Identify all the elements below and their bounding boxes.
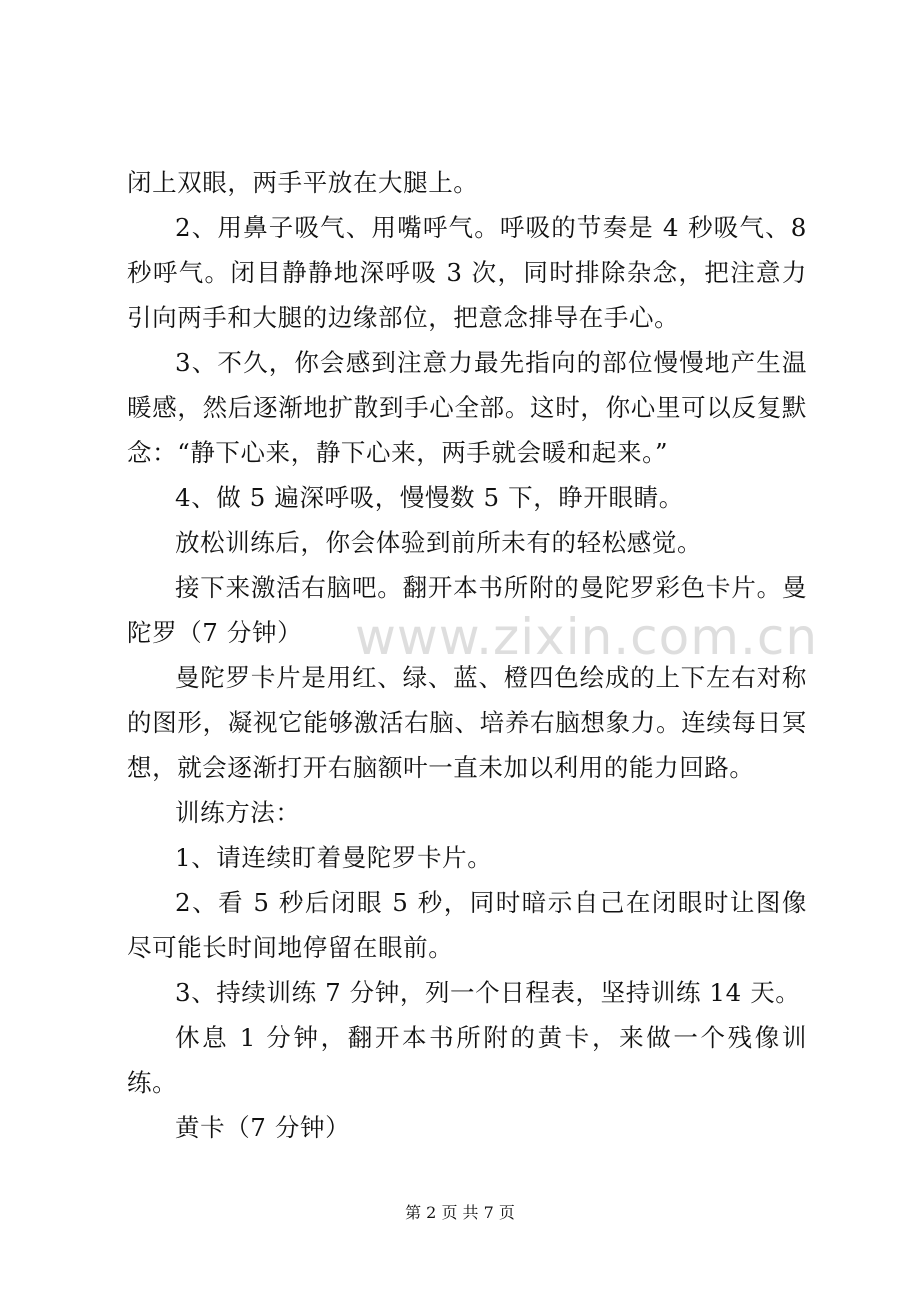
document-body	[127, 160, 807, 1150]
paragraph-13: 黄卡（7 分钟）	[175, 1113, 351, 1142]
paragraph-6: 接下来激活右脑吧。翻开本书所附的曼陀罗彩色卡片。曼陀罗（7 分钟）	[127, 573, 807, 647]
paragraph-3: 3、不久，你会感到注意力最先指向的部位慢慢地产生温暖感，然后逐渐地扩散到手心全部。这时，你心里可以反复默念：“静下心来，静下心来，两手就会暖和起来。”	[127, 348, 807, 467]
paragraph-5: 放松训练后，你会体验到前所未有的轻松感觉。	[175, 528, 703, 557]
paragraph-7: 曼陀罗卡片是用红、绿、蓝、橙四色绘成的上下左右对称的图形，凝视它能够激活右脑、培养右脑想象力。连续每日冥想，就会逐渐打开右脑额叶一直未加以利用的能力回路。	[127, 663, 807, 782]
paragraph-9: 1、请连续盯着曼陀罗卡片。	[175, 843, 493, 872]
paragraph-4: 4、做 5 遍深呼吸，慢慢数 5 下，睁开眼睛。	[175, 483, 684, 512]
paragraph-8: 训练方法：	[175, 798, 301, 827]
paragraph-11: 3、持续训练 7 分钟，列一个日程表，坚持训练 14 天。	[175, 978, 801, 1007]
paragraph-2: 2、用鼻子吸气、用嘴呼气。呼吸的节奏是 4 秒吸气、8 秒呼气。闭目静静地深呼吸 3 次，同时排除杂念，把注意力引向两手和大腿的边缘部位，把意念排导在手心。	[127, 213, 807, 332]
paragraph-10: 2、看 5 秒后闭眼 5 秒，同时暗示自己在闭眼时让图像尽可能长时间地停留在眼前。	[127, 888, 807, 962]
paragraph-1: 闭上双眼，两手平放在大腿上。	[127, 168, 479, 197]
paragraph-12: 休息 1 分钟，翻开本书所附的黄卡，来做一个残像训练。	[127, 1023, 807, 1097]
watermark: www.zixin.com.cn	[355, 608, 819, 666]
page-footer: 第 2 页 共 7 页	[405, 1203, 515, 1222]
